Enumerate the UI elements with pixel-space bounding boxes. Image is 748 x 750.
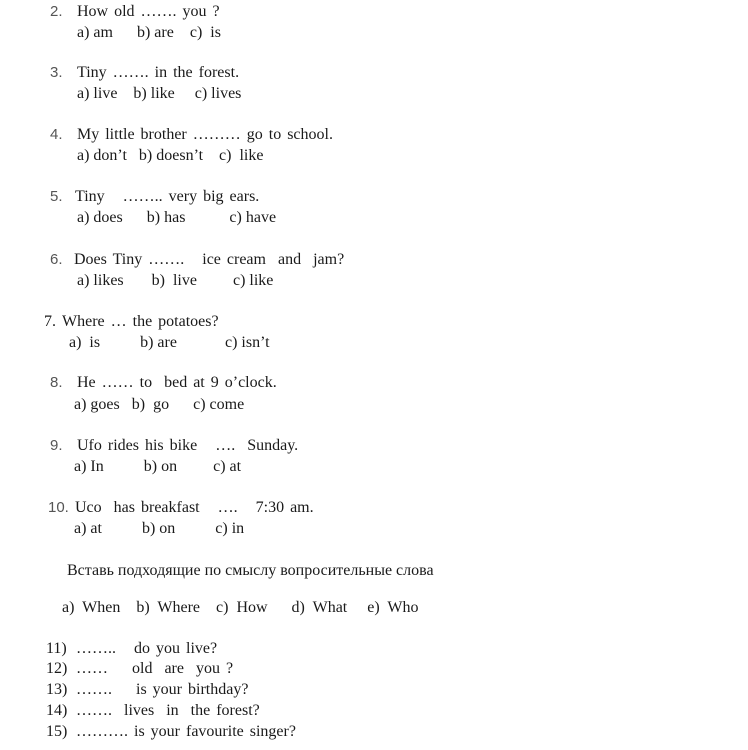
question-text: Tiny ……. in the forest. — [77, 64, 240, 81]
word-choices: a) When b) Where c) How d) What e) Who — [62, 599, 419, 616]
fill-in-number: 15) — [46, 723, 68, 740]
question-text: Where … the potatoes? — [62, 313, 219, 330]
fill-in-text: …….. do you live? — [76, 640, 218, 657]
question-number: 7. — [44, 313, 56, 330]
fill-in-number: 12) — [46, 660, 68, 677]
fill-in-number: 13) — [46, 681, 68, 698]
question-number: 8. — [50, 374, 63, 391]
section-instruction: Вставь подходящие по смыслу вопросительные слова — [67, 562, 434, 579]
question-options: a) does b) has c) have — [77, 209, 277, 226]
question-number: 9. — [50, 437, 63, 454]
question-options: a) live b) like c) lives — [77, 85, 242, 102]
question-text: Uco has breakfast …. 7:30 am. — [75, 499, 314, 516]
question-text: My little brother ……… go to school. — [77, 126, 333, 143]
fill-in-text: …… old are you ? — [76, 660, 234, 677]
question-number: 6. — [50, 251, 63, 268]
question-number: 4. — [50, 126, 63, 143]
question-options: a) In b) on c) at — [74, 458, 242, 475]
question-number: 2. — [50, 3, 63, 20]
question-text: He …… to bed at 9 o’clock. — [77, 374, 277, 391]
fill-in-text: ……. lives in the forest? — [76, 702, 260, 719]
question-number: 10. — [48, 499, 69, 516]
question-text: Does Tiny ……. ice cream and jam? — [74, 251, 345, 268]
question-text: How old ……. you ? — [77, 3, 220, 20]
fill-in-text: ……. is your birthday? — [76, 681, 249, 698]
question-text: Tiny …….. very big ears. — [75, 188, 260, 205]
fill-in-number: 11) — [46, 640, 67, 657]
fill-in-number: 14) — [46, 702, 68, 719]
question-options: a) likes b) live c) like — [77, 272, 274, 289]
question-text: Ufo rides his bike …. Sunday. — [77, 437, 299, 454]
question-options: a) don’t b) doesn’t c) like — [77, 147, 264, 164]
question-number: 5. — [50, 188, 63, 205]
fill-in-text: ………. is your favourite singer? — [76, 723, 296, 740]
question-number: 3. — [50, 64, 63, 81]
question-options: a) am b) are c) is — [77, 24, 221, 41]
question-options: a) at b) on c) in — [74, 520, 245, 537]
question-options: a) is b) are c) isn’t — [69, 334, 270, 351]
question-options: a) goes b) go c) come — [74, 396, 245, 413]
